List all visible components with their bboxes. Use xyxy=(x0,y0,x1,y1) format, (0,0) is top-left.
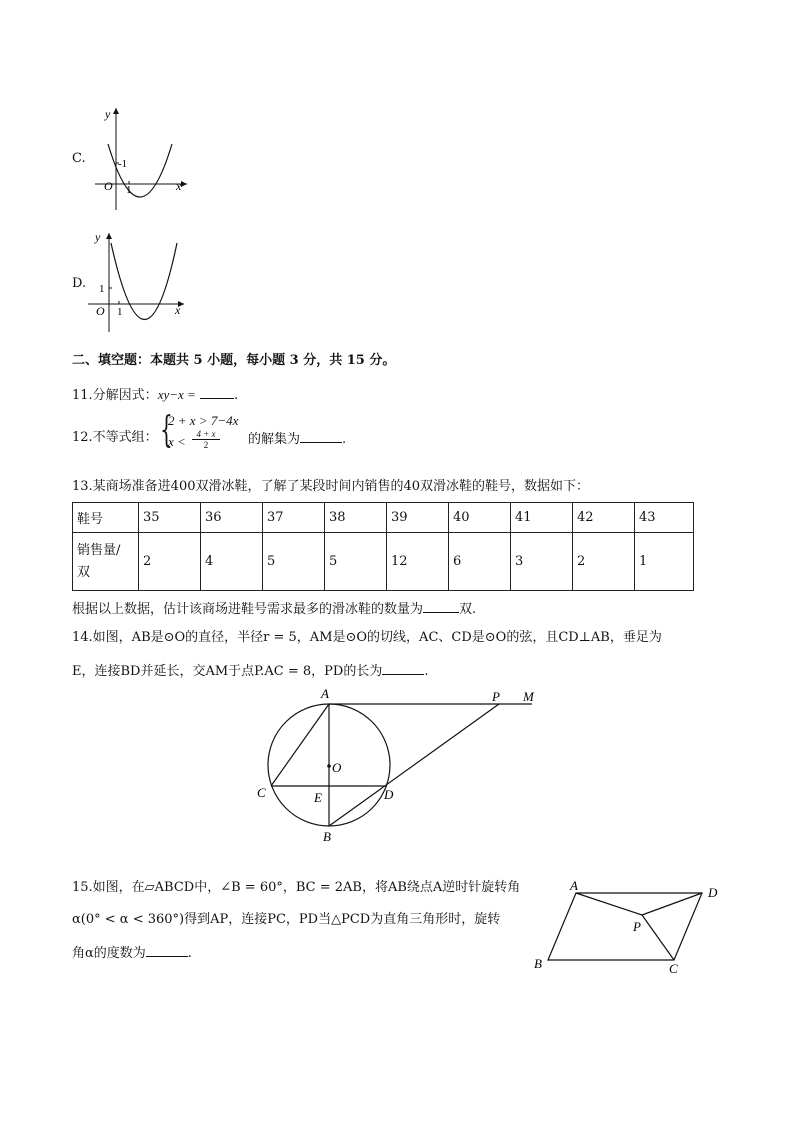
q12-fraction xyxy=(192,429,220,450)
parallelogram-abcd xyxy=(548,893,702,960)
one-y-label: 1 xyxy=(99,283,105,295)
q11-end: . xyxy=(233,388,239,403)
table-cell: 35 xyxy=(139,503,201,533)
q11-answer-blank xyxy=(200,386,234,399)
line-bp xyxy=(329,704,499,826)
label-a: A xyxy=(570,878,578,893)
count-header-line2: 双 xyxy=(77,564,91,580)
q13-intro: 13.某商场准备进400双滑冰鞋，了解了某段时间内销售的40双滑冰鞋的鞋号，数据如下： xyxy=(72,479,590,494)
y-axis-label: y xyxy=(105,107,111,121)
q15-line1: 15.如图，在▱ABCD中，∠B = 60°，BC = 2AB，将AB绕点A逆时针旋转角 xyxy=(72,880,521,895)
origin-label: O xyxy=(96,304,105,318)
segment-ap xyxy=(576,893,642,915)
table-cell: 42 xyxy=(573,503,635,533)
q14-figure xyxy=(250,684,550,846)
table-cell: 5 xyxy=(263,533,325,591)
q13-answer-blank xyxy=(423,600,459,613)
y-axis-label: y xyxy=(95,230,101,244)
q14-line1: 14.如图，AB是⊙O的直径，半径r = 5，AM是⊙O的切线，AC、CD是⊙O的弦，且CD⊥AB，垂足为 xyxy=(72,630,662,645)
q14-line2-end: . xyxy=(424,664,429,679)
option-d-graph xyxy=(88,228,192,334)
q13-question-prefix: 根据以上数据，估计该商场进鞋号需求最多的滑冰鞋的数量为 xyxy=(72,602,424,617)
chord-ac xyxy=(271,704,329,786)
table-cell: 37 xyxy=(263,503,325,533)
table-cell: 39 xyxy=(387,503,449,533)
table-cell: 3 xyxy=(511,533,573,591)
label-c: C xyxy=(669,961,678,976)
table-row-sizes xyxy=(73,503,694,533)
table-cell: 38 xyxy=(325,503,387,533)
table-header-count xyxy=(73,533,139,591)
label-p: P xyxy=(633,919,641,934)
origin-label: O xyxy=(104,179,113,193)
q14-line2-prefix: E，连接BD并延长，交AM于点P.AC = 8，PD的长为 xyxy=(72,664,383,679)
q14-line2 xyxy=(72,662,428,680)
one-x-label: 1 xyxy=(126,184,132,196)
segment-pd xyxy=(642,893,702,915)
x-axis-label: x xyxy=(176,179,182,193)
table-cell: 43 xyxy=(635,503,694,533)
q12-line2-lhs: x < xyxy=(168,434,186,449)
label-e: E xyxy=(314,790,322,805)
q12-suffix: 的解集为 xyxy=(248,432,301,447)
q15-line3-end: . xyxy=(187,946,192,961)
q15-line2: α(0° < α < 360°)得到AP，连接PC，PD当△PCD为直角三角形时，旋转 xyxy=(72,912,501,927)
q15-figure xyxy=(528,876,728,976)
table-header-size: 鞋号 xyxy=(73,503,139,533)
table-cell: 2 xyxy=(573,533,635,591)
center-dot xyxy=(327,764,331,768)
q13-question xyxy=(72,600,476,618)
segment-pc xyxy=(642,915,674,960)
q14-answer-blank xyxy=(382,662,424,675)
label-c: C xyxy=(257,785,266,800)
x-axis-label: x xyxy=(175,303,181,317)
label-a: A xyxy=(321,686,329,701)
q12-brace: { xyxy=(160,410,173,451)
y-axis-arrow xyxy=(106,233,112,239)
table-cell: 12 xyxy=(387,533,449,591)
label-p: P xyxy=(492,689,500,704)
table-cell: 41 xyxy=(511,503,573,533)
table-cell: 1 xyxy=(635,533,694,591)
parabola-curve xyxy=(108,144,172,197)
q12-suffix-line xyxy=(248,430,346,448)
count-header-line1: 销售量/ xyxy=(77,542,121,558)
label-d: D xyxy=(708,885,718,900)
question-11 xyxy=(72,386,238,404)
y-axis-arrow xyxy=(113,108,119,114)
label-m: M xyxy=(523,689,534,704)
table-row-counts xyxy=(73,533,694,591)
table-cell: 4 xyxy=(201,533,263,591)
x-axis-arrow xyxy=(181,181,187,187)
table-cell: 40 xyxy=(449,503,511,533)
table-cell: 6 xyxy=(449,533,511,591)
q13-question-suffix: 双. xyxy=(459,602,477,617)
q11-expr: xy−x = xyxy=(157,387,196,402)
section-title: 二、填空题：本题共 5 小题，每小题 3 分，共 15 分。 xyxy=(72,353,396,368)
q12-line1: 2 + x > 7−4x xyxy=(168,413,239,428)
q15-line3 xyxy=(72,944,192,962)
option-d-label: D. xyxy=(72,276,87,291)
q12-answer-blank xyxy=(300,430,342,443)
minus-one-label: -1 xyxy=(118,158,128,170)
q12-prefix: 12.不等式组： xyxy=(72,430,158,445)
option-c-graph xyxy=(95,100,195,212)
label-d: D xyxy=(384,787,394,802)
option-c-label: C. xyxy=(72,151,86,166)
table-cell: 2 xyxy=(139,533,201,591)
table-cell: 36 xyxy=(201,503,263,533)
q12-frac-den: 2 xyxy=(203,440,209,450)
label-b: B xyxy=(534,956,542,971)
q12-end: . xyxy=(342,432,347,447)
q15-line3-prefix: 角α的度数为 xyxy=(72,946,146,961)
q11-prefix: 11.分解因式： xyxy=(72,388,158,403)
table-cell: 5 xyxy=(325,533,387,591)
one-x-label: 1 xyxy=(117,306,123,318)
q12-frac-num: 4 + x xyxy=(192,429,220,440)
shoe-size-table xyxy=(72,502,694,591)
label-b: B xyxy=(323,829,331,844)
q15-answer-blank xyxy=(146,944,188,957)
label-o: O xyxy=(332,760,342,775)
